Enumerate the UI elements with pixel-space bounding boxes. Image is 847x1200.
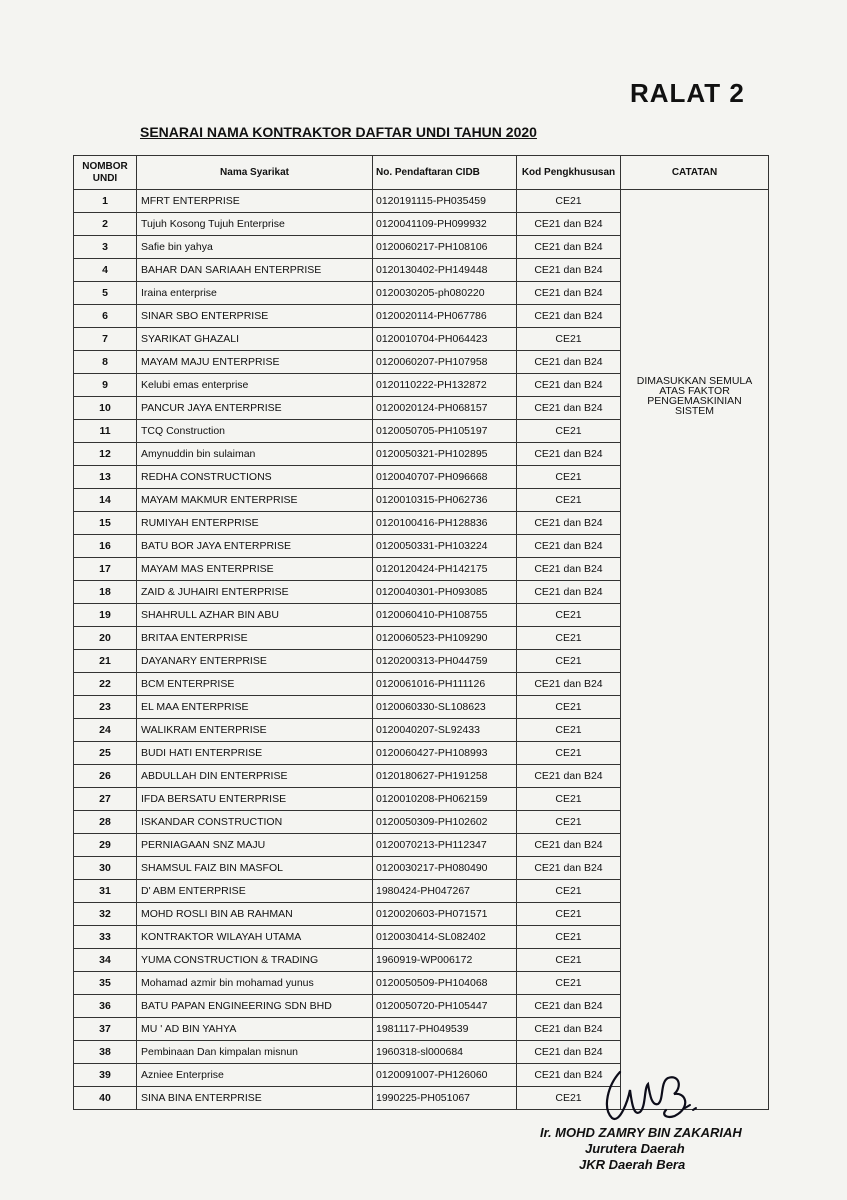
cidb-number: 0120040207-SL92433: [373, 719, 517, 742]
company-name: Amynuddin bin sulaiman: [137, 443, 373, 466]
cidb-number: 0120060427-PH108993: [373, 742, 517, 765]
row-number: 2: [74, 213, 137, 236]
company-name: BATU BOR JAYA ENTERPRISE: [137, 535, 373, 558]
company-name: SYARIKAT GHAZALI: [137, 328, 373, 351]
row-number: 20: [74, 627, 137, 650]
company-name: BCM ENTERPRISE: [137, 673, 373, 696]
company-name: PANCUR JAYA ENTERPRISE: [137, 397, 373, 420]
row-number: 8: [74, 351, 137, 374]
company-name: DAYANARY ENTERPRISE: [137, 650, 373, 673]
company-name: PERNIAGAAN SNZ MAJU: [137, 834, 373, 857]
company-name: MAYAM MAS ENTERPRISE: [137, 558, 373, 581]
specialization-code: CE21 dan B24: [517, 857, 621, 880]
row-number: 24: [74, 719, 137, 742]
table-body: [74, 190, 769, 1110]
signatory-title: Jurutera Daerah: [585, 1141, 685, 1156]
company-name: Mohamad azmir bin mohamad yunus: [137, 972, 373, 995]
specialization-code: CE21 dan B24: [517, 995, 621, 1018]
cidb-number: 0120060330-SL108623: [373, 696, 517, 719]
col-header-catatan: CATATAN: [621, 156, 769, 190]
row-number: 18: [74, 581, 137, 604]
row-number: 31: [74, 880, 137, 903]
row-number: 17: [74, 558, 137, 581]
company-name: Tujuh Kosong Tujuh Enterprise: [137, 213, 373, 236]
row-number: 16: [74, 535, 137, 558]
specialization-code: CE21 dan B24: [517, 765, 621, 788]
company-name: MFRT ENTERPRISE: [137, 190, 373, 213]
catatan-cell: [621, 190, 769, 1110]
specialization-code: CE21: [517, 420, 621, 443]
row-number: 34: [74, 949, 137, 972]
cidb-number: 0120130402-PH149448: [373, 259, 517, 282]
cidb-number: 0120180627-PH191258: [373, 765, 517, 788]
row-number: 10: [74, 397, 137, 420]
cidb-number: 0120030414-SL082402: [373, 926, 517, 949]
specialization-code: CE21 dan B24: [517, 1041, 621, 1064]
table-row: [74, 190, 769, 213]
row-number: 35: [74, 972, 137, 995]
cidb-number: 0120060410-PH108755: [373, 604, 517, 627]
cidb-number: 0120040707-PH096668: [373, 466, 517, 489]
cidb-number: 0120020124-PH068157: [373, 397, 517, 420]
specialization-code: CE21 dan B24: [517, 397, 621, 420]
company-name: Safie bin yahya: [137, 236, 373, 259]
row-number: 5: [74, 282, 137, 305]
cidb-number: 0120041109-PH099932: [373, 213, 517, 236]
cidb-number: 0120050720-PH105447: [373, 995, 517, 1018]
cidb-number: 0120200313-PH044759: [373, 650, 517, 673]
cidb-number: 0120010208-PH062159: [373, 788, 517, 811]
cidb-number: 0120020114-PH067786: [373, 305, 517, 328]
company-name: BRITAA ENTERPRISE: [137, 627, 373, 650]
row-number: 15: [74, 512, 137, 535]
row-number: 27: [74, 788, 137, 811]
company-name: TCQ Construction: [137, 420, 373, 443]
specialization-code: CE21: [517, 811, 621, 834]
specialization-code: CE21 dan B24: [517, 1064, 621, 1087]
company-name: ZAID & JUHAIRI ENTERPRISE: [137, 581, 373, 604]
cidb-number: 0120030205-ph080220: [373, 282, 517, 305]
row-number: 1: [74, 190, 137, 213]
specialization-code: CE21: [517, 627, 621, 650]
row-number: 38: [74, 1041, 137, 1064]
specialization-code: CE21: [517, 972, 621, 995]
cidb-number: 0120110222-PH132872: [373, 374, 517, 397]
signature-icon: [590, 1060, 720, 1130]
cidb-number: 0120010704-PH064423: [373, 328, 517, 351]
cidb-number: 0120050309-PH102602: [373, 811, 517, 834]
cidb-number: 0120100416-PH128836: [373, 512, 517, 535]
row-number: 25: [74, 742, 137, 765]
company-name: ISKANDAR CONSTRUCTION: [137, 811, 373, 834]
specialization-code: CE21 dan B24: [517, 236, 621, 259]
specialization-code: CE21: [517, 949, 621, 972]
specialization-code: CE21: [517, 696, 621, 719]
contractor-table: [73, 155, 769, 1110]
cidb-number: 0120061016-PH111126: [373, 673, 517, 696]
cidb-number: 0120191115-PH035459: [373, 190, 517, 213]
company-name: ABDULLAH DIN ENTERPRISE: [137, 765, 373, 788]
cidb-number: 0120050509-PH104068: [373, 972, 517, 995]
table-header-row: [74, 156, 769, 190]
col-header-kod: Kod Pengkhususan: [517, 156, 621, 190]
row-number: 12: [74, 443, 137, 466]
company-name: IFDA BERSATU ENTERPRISE: [137, 788, 373, 811]
cidb-number: 0120050331-PH103224: [373, 535, 517, 558]
company-name: MU ' AD BIN YAHYA: [137, 1018, 373, 1041]
specialization-code: CE21 dan B24: [517, 535, 621, 558]
specialization-code: CE21: [517, 328, 621, 351]
specialization-code: CE21: [517, 466, 621, 489]
row-number: 3: [74, 236, 137, 259]
company-name: Kelubi emas enterprise: [137, 374, 373, 397]
specialization-code: CE21 dan B24: [517, 581, 621, 604]
specialization-code: CE21: [517, 650, 621, 673]
company-name: BUDI HATI ENTERPRISE: [137, 742, 373, 765]
specialization-code: CE21: [517, 604, 621, 627]
document-title: SENARAI NAMA KONTRAKTOR DAFTAR UNDI TAHUN 2020: [140, 124, 537, 140]
company-name: BAHAR DAN SARIAAH ENTERPRISE: [137, 259, 373, 282]
cidb-number: 0120070213-PH112347: [373, 834, 517, 857]
company-name: EL MAA ENTERPRISE: [137, 696, 373, 719]
row-number: 21: [74, 650, 137, 673]
cidb-number: 0120020603-PH071571: [373, 903, 517, 926]
row-number: 26: [74, 765, 137, 788]
cidb-number: 0120060523-PH109290: [373, 627, 517, 650]
company-name: REDHA CONSTRUCTIONS: [137, 466, 373, 489]
company-name: Iraina enterprise: [137, 282, 373, 305]
company-name: MAYAM MAJU ENTERPRISE: [137, 351, 373, 374]
specialization-code: CE21: [517, 742, 621, 765]
specialization-code: CE21 dan B24: [517, 282, 621, 305]
catatan-note: DIMASUKKAN SEMULA ATAS FAKTOR PENGEMASKINIAN SISTEM: [636, 375, 753, 417]
row-number: 13: [74, 466, 137, 489]
specialization-code: CE21 dan B24: [517, 834, 621, 857]
row-number: 9: [74, 374, 137, 397]
specialization-code: CE21 dan B24: [517, 1018, 621, 1041]
cidb-number: 1981117-PH049539: [373, 1018, 517, 1041]
specialization-code: CE21: [517, 903, 621, 926]
row-number: 7: [74, 328, 137, 351]
row-number: 4: [74, 259, 137, 282]
row-number: 32: [74, 903, 137, 926]
row-number: 23: [74, 696, 137, 719]
cidb-number: 0120091007-PH126060: [373, 1064, 517, 1087]
specialization-code: CE21 dan B24: [517, 443, 621, 466]
specialization-code: CE21: [517, 719, 621, 742]
row-number: 22: [74, 673, 137, 696]
specialization-code: CE21 dan B24: [517, 374, 621, 397]
signatory-office: JKR Daerah Bera: [579, 1157, 686, 1172]
company-name: SHAMSUL FAIZ BIN MASFOL: [137, 857, 373, 880]
row-number: 33: [74, 926, 137, 949]
company-name: SHAHRULL AZHAR BIN ABU: [137, 604, 373, 627]
row-number: 30: [74, 857, 137, 880]
cidb-number: 0120050321-PH102895: [373, 443, 517, 466]
company-name: WALIKRAM ENTERPRISE: [137, 719, 373, 742]
specialization-code: CE21: [517, 190, 621, 213]
company-name: SINA BINA ENTERPRISE: [137, 1087, 373, 1110]
company-name: MOHD ROSLI BIN AB RAHMAN: [137, 903, 373, 926]
cidb-number: 0120120424-PH142175: [373, 558, 517, 581]
company-name: SINAR SBO ENTERPRISE: [137, 305, 373, 328]
cidb-number: 1990225-PH051067: [373, 1087, 517, 1110]
cidb-number: 0120040301-PH093085: [373, 581, 517, 604]
col-header-nama: Nama Syarikat: [137, 156, 373, 190]
cidb-number: 0120060217-PH108106: [373, 236, 517, 259]
company-name: MAYAM MAKMUR ENTERPRISE: [137, 489, 373, 512]
specialization-code: CE21 dan B24: [517, 305, 621, 328]
specialization-code: CE21 dan B24: [517, 673, 621, 696]
cidb-number: 1960318-sl000684: [373, 1041, 517, 1064]
company-name: RUMIYAH ENTERPRISE: [137, 512, 373, 535]
specialization-code: CE21: [517, 926, 621, 949]
company-name: KONTRAKTOR WILAYAH UTAMA: [137, 926, 373, 949]
row-number: 14: [74, 489, 137, 512]
specialization-code: CE21: [517, 489, 621, 512]
specialization-code: CE21 dan B24: [517, 213, 621, 236]
ralat-label: RALAT 2: [630, 78, 745, 108]
row-number: 37: [74, 1018, 137, 1041]
cidb-number: 0120060207-PH107958: [373, 351, 517, 374]
specialization-code: CE21 dan B24: [517, 259, 621, 282]
specialization-code: CE21: [517, 880, 621, 903]
col-header-nombor: NOMBOR UNDI: [74, 156, 137, 190]
row-number: 11: [74, 420, 137, 443]
company-name: BATU PAPAN ENGINEERING SDN BHD: [137, 995, 373, 1018]
company-name: YUMA CONSTRUCTION & TRADING: [137, 949, 373, 972]
company-name: D' ABM ENTERPRISE: [137, 880, 373, 903]
company-name: Pembinaan Dan kimpalan misnun: [137, 1041, 373, 1064]
row-number: 19: [74, 604, 137, 627]
row-number: 39: [74, 1064, 137, 1087]
cidb-number: 1980424-PH047267: [373, 880, 517, 903]
cidb-number: 0120010315-PH062736: [373, 489, 517, 512]
row-number: 6: [74, 305, 137, 328]
specialization-code: CE21 dan B24: [517, 512, 621, 535]
col-header-cidb: No. Pendaftaran CIDB: [373, 156, 517, 190]
row-number: 28: [74, 811, 137, 834]
specialization-code: CE21 dan B24: [517, 351, 621, 374]
row-number: 36: [74, 995, 137, 1018]
cidb-number: 0120050705-PH105197: [373, 420, 517, 443]
cidb-number: 0120030217-PH080490: [373, 857, 517, 880]
row-number: 40: [74, 1087, 137, 1110]
specialization-code: CE21: [517, 1087, 621, 1110]
row-number: 29: [74, 834, 137, 857]
company-name: Azniee Enterprise: [137, 1064, 373, 1087]
signatory-name: Ir. MOHD ZAMRY BIN ZAKARIAH: [540, 1125, 742, 1140]
specialization-code: CE21 dan B24: [517, 558, 621, 581]
specialization-code: CE21: [517, 788, 621, 811]
cidb-number: 1960919-WP006172: [373, 949, 517, 972]
